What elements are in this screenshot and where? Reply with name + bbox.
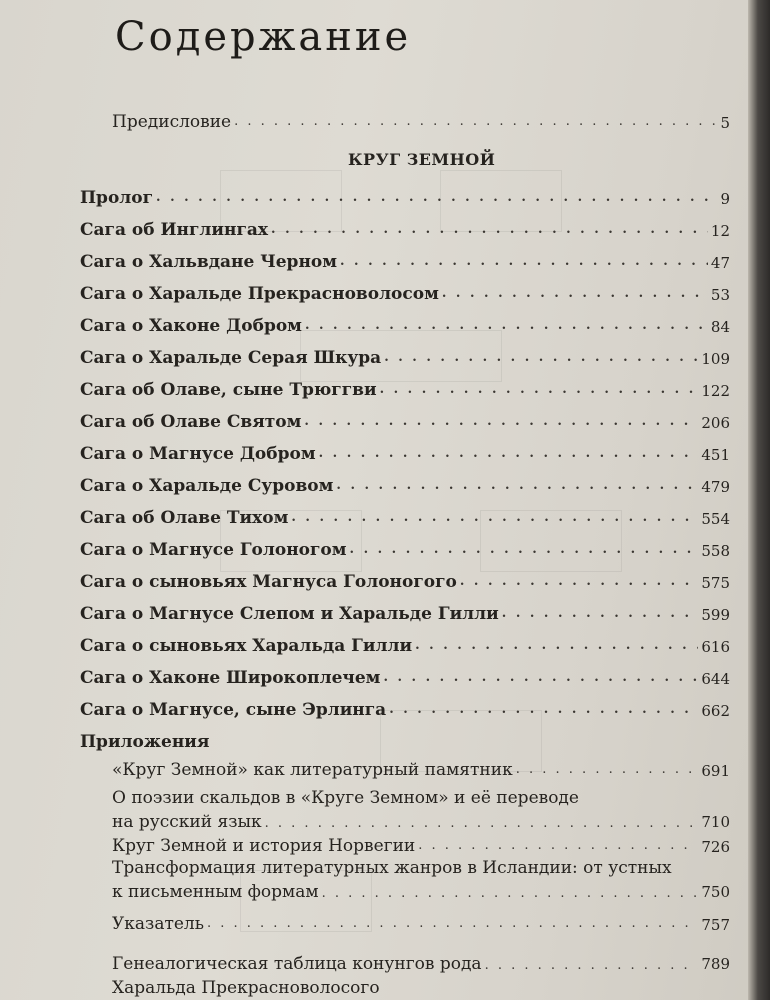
toc-entry-label: Сага о сыновьях Харальда Гилли: [80, 636, 413, 656]
toc-entry-label-line1: О поэзии скальдов в «Круге Земном» и её переводе: [112, 788, 579, 808]
toc-page-number: 644: [701, 670, 730, 688]
toc-entry-label: Сага о Хальвдане Черном: [80, 252, 337, 272]
toc-entry-label: Сага об Олаве Святом: [80, 412, 302, 432]
toc-entry-saga[interactable]: [80, 632, 730, 656]
toc-entry-label-line1: Трансформация литературных жанров в Исландии: от устных: [112, 858, 672, 878]
toc-page-number: 789: [701, 955, 730, 973]
dot-leader: [516, 760, 699, 780]
dot-leader: [383, 668, 698, 688]
dot-leader: [265, 814, 699, 834]
toc-page-number: 726: [701, 838, 730, 856]
dot-leader: [322, 884, 699, 904]
toc-entry-first-line: [112, 952, 730, 976]
toc-entry-saga[interactable]: [80, 184, 730, 208]
toc-entry-saga[interactable]: [80, 568, 730, 592]
toc-entry-saga[interactable]: [80, 280, 730, 304]
toc-page-number: 9: [720, 190, 730, 208]
toc-entry-label: «Круг Земной» как литературный памятник: [112, 760, 513, 780]
dot-leader: [156, 188, 717, 208]
toc-entry-appendix[interactable]: [112, 856, 730, 904]
toc-entry-saga[interactable]: [80, 696, 730, 720]
toc-page-number: 554: [701, 510, 730, 528]
appendix-heading: Приложения: [80, 732, 210, 752]
toc-entry-last-line: [112, 810, 730, 834]
toc-page-number: 710: [701, 813, 730, 831]
toc-entry-saga[interactable]: [80, 248, 730, 272]
toc-page-number: 757: [701, 916, 730, 934]
toc-entry-genealogy[interactable]: [112, 952, 730, 1000]
toc-entry-saga[interactable]: [80, 344, 730, 368]
toc-entry-label: Сага о Харальде Суровом: [80, 476, 334, 496]
dot-leader: [234, 112, 717, 132]
dot-leader: [207, 914, 698, 934]
dot-leader: [305, 316, 708, 336]
dot-leader: [485, 956, 699, 976]
toc-page-number: 109: [701, 350, 730, 368]
toc-entry-saga[interactable]: [80, 536, 730, 560]
toc-entry-saga[interactable]: [80, 600, 730, 624]
toc-page-number: 451: [701, 446, 730, 464]
toc-entry-label: Пролог: [80, 188, 154, 208]
toc-page-number: 206: [701, 414, 730, 432]
toc-entry-saga[interactable]: [80, 472, 730, 496]
toc-entry-saga[interactable]: [80, 376, 730, 400]
section-heading: КРУГ ЗЕМНОЙ: [348, 150, 496, 169]
toc-entry-saga[interactable]: [80, 312, 730, 336]
toc-page-number: 558: [701, 542, 730, 560]
toc-page-number: 122: [701, 382, 730, 400]
toc-entry-appendix[interactable]: [112, 760, 730, 780]
toc-entry-label: Сага о Магнусе Голоногом: [80, 540, 347, 560]
toc-page-number: 12: [710, 222, 730, 240]
toc-entry-label: Указатель: [112, 914, 204, 934]
toc-page-number: 47: [710, 254, 730, 272]
toc-entry-saga[interactable]: [80, 664, 730, 688]
toc-entry-label: Сага о сыновьях Магнуса Голоногого: [80, 572, 457, 592]
toc-entry-saga[interactable]: [80, 408, 730, 432]
toc-entry-preface[interactable]: [112, 112, 730, 132]
toc-page-number: 5: [720, 114, 730, 132]
dot-leader: [336, 476, 698, 496]
toc-entry-label: Сага о Хаконе Широкоплечем: [80, 668, 381, 688]
dot-leader: [319, 444, 699, 464]
toc-entry-saga[interactable]: [80, 216, 730, 240]
toc-page-number: 750: [701, 883, 730, 901]
dot-leader: [304, 412, 698, 432]
dot-leader: [271, 220, 708, 240]
toc-page-number: 479: [701, 478, 730, 496]
dot-leader: [350, 540, 699, 560]
toc-page-number: 662: [701, 702, 730, 720]
toc-entry-last-line: [112, 880, 730, 904]
toc-page-number: 575: [701, 574, 730, 592]
toc-page-number: 84: [710, 318, 730, 336]
dot-leader: [380, 380, 699, 400]
dot-leader: [384, 348, 698, 368]
toc-entry-label: Сага о Хаконе Добром: [80, 316, 302, 336]
toc-entry-label-line1: Генеалогическая таблица конунгов рода: [112, 954, 482, 974]
toc-entry-label: Сага об Инглингах: [80, 220, 269, 240]
toc-entry-label-line2: Харальда Прекрасноволосого: [112, 978, 380, 998]
book-page-edge: [748, 0, 770, 1000]
dot-leader: [502, 604, 699, 624]
dot-leader: [415, 636, 698, 656]
toc-page-number: 53: [710, 286, 730, 304]
toc-entry-saga[interactable]: [80, 440, 730, 464]
toc-entry-appendix[interactable]: [112, 836, 730, 856]
toc-entry-label: Круг Земной и история Норвегии: [112, 836, 416, 856]
toc-entry-index[interactable]: [112, 914, 730, 934]
dot-leader: [442, 284, 708, 304]
toc-page-number: 691: [701, 762, 730, 780]
toc-entry-label: Сага о Магнусе Добром: [80, 444, 316, 464]
toc-entry-label: Сага об Олаве Тихом: [80, 508, 289, 528]
dot-leader: [389, 700, 698, 720]
toc-entry-label-line2: к письменным формам: [112, 882, 319, 902]
dot-leader: [460, 572, 699, 592]
toc-entry-appendix[interactable]: [112, 786, 730, 834]
toc-page-number: 599: [701, 606, 730, 624]
toc-entry-label: Предисловие: [112, 112, 232, 132]
toc-page-number: 616: [701, 638, 730, 656]
toc-entry-label: Сага о Магнусе, сыне Эрлинга: [80, 700, 387, 720]
toc-entry-label: Сага о Магнусе Слепом и Харальде Гилли: [80, 604, 499, 624]
toc-entry-label: Сага о Харальде Прекрасноволосом: [80, 284, 439, 304]
toc-entry-label: Сага об Олаве, сыне Трюггви: [80, 380, 377, 400]
dot-leader: [340, 252, 708, 272]
page-title: Содержание: [115, 14, 412, 60]
dot-leader: [418, 836, 698, 856]
dot-leader: [291, 508, 698, 528]
toc-entry-label: Сага о Харальде Серая Шкура: [80, 348, 382, 368]
toc-entry-saga[interactable]: [80, 504, 730, 528]
toc-entry-label-line2: на русский язык: [112, 812, 262, 832]
